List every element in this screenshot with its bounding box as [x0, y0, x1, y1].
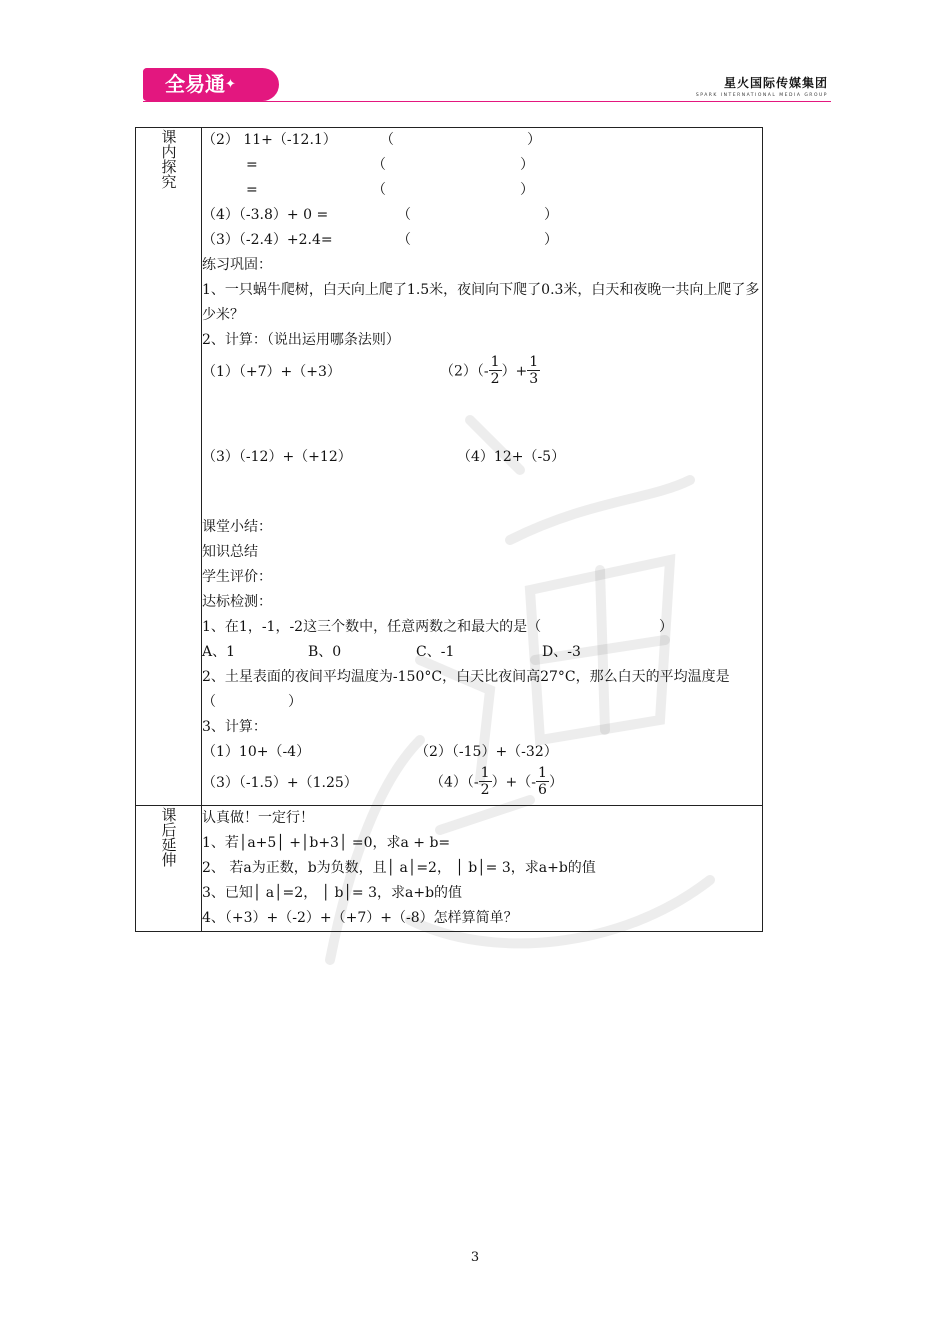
publisher-name-en: SPARK INTERNATIONAL MEDIA GROUP: [695, 93, 828, 98]
answer-close: ）: [527, 132, 541, 148]
calc-2: [440, 354, 540, 387]
answer-open: （: [372, 182, 386, 198]
test-calc-2: （2）（-15）+（-32）: [415, 744, 558, 760]
option-b: B、0: [308, 644, 342, 660]
test-calc-4-mid: ）+（-: [491, 774, 537, 791]
answer-close: ）: [544, 207, 558, 223]
denominator: 6: [538, 782, 547, 798]
publisher-name: 星火国际传媒集团: [723, 76, 828, 90]
section-content: [202, 806, 763, 932]
section-content: [202, 128, 763, 806]
test-title: 达标检测：: [202, 594, 272, 610]
extension-question-3: 3、已知│ a│=2， │ b│= 3，求a+b的值: [202, 885, 463, 901]
fraction: [527, 354, 540, 387]
section-label-cell: [136, 128, 202, 806]
calc-row-3: [202, 740, 762, 765]
calc-3: （3）（-12）+（+12）: [202, 449, 352, 465]
section-label-cell: [136, 806, 202, 932]
answer-open: （: [380, 132, 394, 148]
practice-question-1: 1、一只蜗牛爬树，白天向上爬了1.5米，夜间向下爬了0.3米，白天和夜晚一共向上爬了多少米？: [202, 282, 760, 323]
numerator: 1: [480, 765, 490, 781]
test-calc-4-suffix: ）: [548, 774, 563, 791]
calc-row-4: [202, 765, 762, 805]
fraction: [479, 765, 492, 798]
calc-2-mid: ）+: [501, 363, 528, 380]
extension-question-1: 1、若│a+5│ +│b+3│ =0，求a + b=: [202, 835, 451, 851]
class-summary: 课堂小结：: [202, 519, 272, 535]
answer-open: （: [397, 207, 411, 223]
option-c: C、-1: [416, 644, 455, 660]
practice-question-2: 2、计算：（说出运用哪条法则）: [202, 332, 400, 348]
option-d: D、-3: [542, 644, 581, 660]
encouragement: 认真做！一定行！: [202, 810, 314, 826]
student-evaluation: 学生评价：: [202, 569, 272, 585]
calc-1: （1）（+7）+（+3）: [202, 364, 341, 380]
answer-open: （: [372, 157, 386, 173]
section-label: 课内探究: [161, 128, 177, 191]
calc-row-1: [202, 353, 762, 401]
calc-4: （4）12+（-5）: [457, 449, 566, 465]
numerator: 1: [538, 765, 547, 781]
numerator: 1: [529, 354, 539, 370]
answer-close: ）: [544, 232, 558, 248]
header-rule: [143, 101, 831, 102]
denominator: 3: [529, 371, 539, 387]
fraction: [536, 765, 549, 798]
exercise-line: （4）（-3.8）+ 0 =: [202, 207, 329, 223]
answer-close: ）: [520, 157, 534, 173]
denominator: 2: [480, 782, 490, 798]
logo-text: 全易通: [165, 72, 225, 96]
answer-close: ）: [520, 182, 534, 198]
test-calc-4-prefix: （4）（-: [430, 774, 479, 791]
extension-question-4: 4、（+3）+（-2）+（+7）+（-8）怎样算简单？: [202, 910, 518, 926]
extension-question-2: 2、 若a为正数，b为负数，且│ a│=2， │ b│= 3，求a+b的值: [202, 860, 596, 876]
section-extension: [136, 806, 763, 932]
lesson-table: [135, 127, 763, 932]
denominator: 2: [490, 371, 500, 387]
calc-2-prefix: （2）（-: [440, 363, 489, 380]
answer-close: ）: [659, 619, 673, 635]
test-calc-1: （1）10+（-4）: [202, 744, 311, 760]
answer-open: （: [397, 232, 411, 248]
test-calc-3: （3）（-1.5）+（1.25）: [202, 775, 358, 791]
section-explore: [136, 128, 763, 806]
test-question-3: 3、计算：: [202, 719, 267, 735]
answer-close: ）: [288, 694, 302, 710]
page-number: 3: [470, 1250, 480, 1265]
exercise-line: （3）（-2.4）+2.4=: [202, 232, 333, 248]
logo-star: ✦: [225, 77, 236, 92]
exercise-line: （2） 11+（-12.1）: [202, 132, 337, 148]
knowledge-summary: 知识总结: [202, 544, 258, 560]
test-question-1: 1、在1，-1，-2这三个数中，任意两数之和最大的是（: [202, 619, 542, 635]
fraction: [489, 354, 502, 387]
practice-title: 练习巩固：: [202, 257, 272, 273]
section-label: 课后延伸: [161, 806, 177, 869]
equals-sign: =: [246, 182, 258, 198]
option-a: A、1: [202, 644, 236, 660]
numerator: 1: [490, 354, 500, 370]
calc-row-2: [202, 401, 762, 493]
options-row: [202, 640, 762, 665]
test-question-2-text: 2、土星表面的夜间平均温度为-150°C，白天比夜间高27°C，那么白天的平均温度是（: [202, 669, 730, 710]
publisher-brand: [696, 74, 828, 98]
test-calc-4: [430, 765, 563, 798]
test-question-2: [202, 665, 762, 715]
equals-sign: =: [246, 157, 258, 173]
brand-logo: [143, 68, 279, 101]
